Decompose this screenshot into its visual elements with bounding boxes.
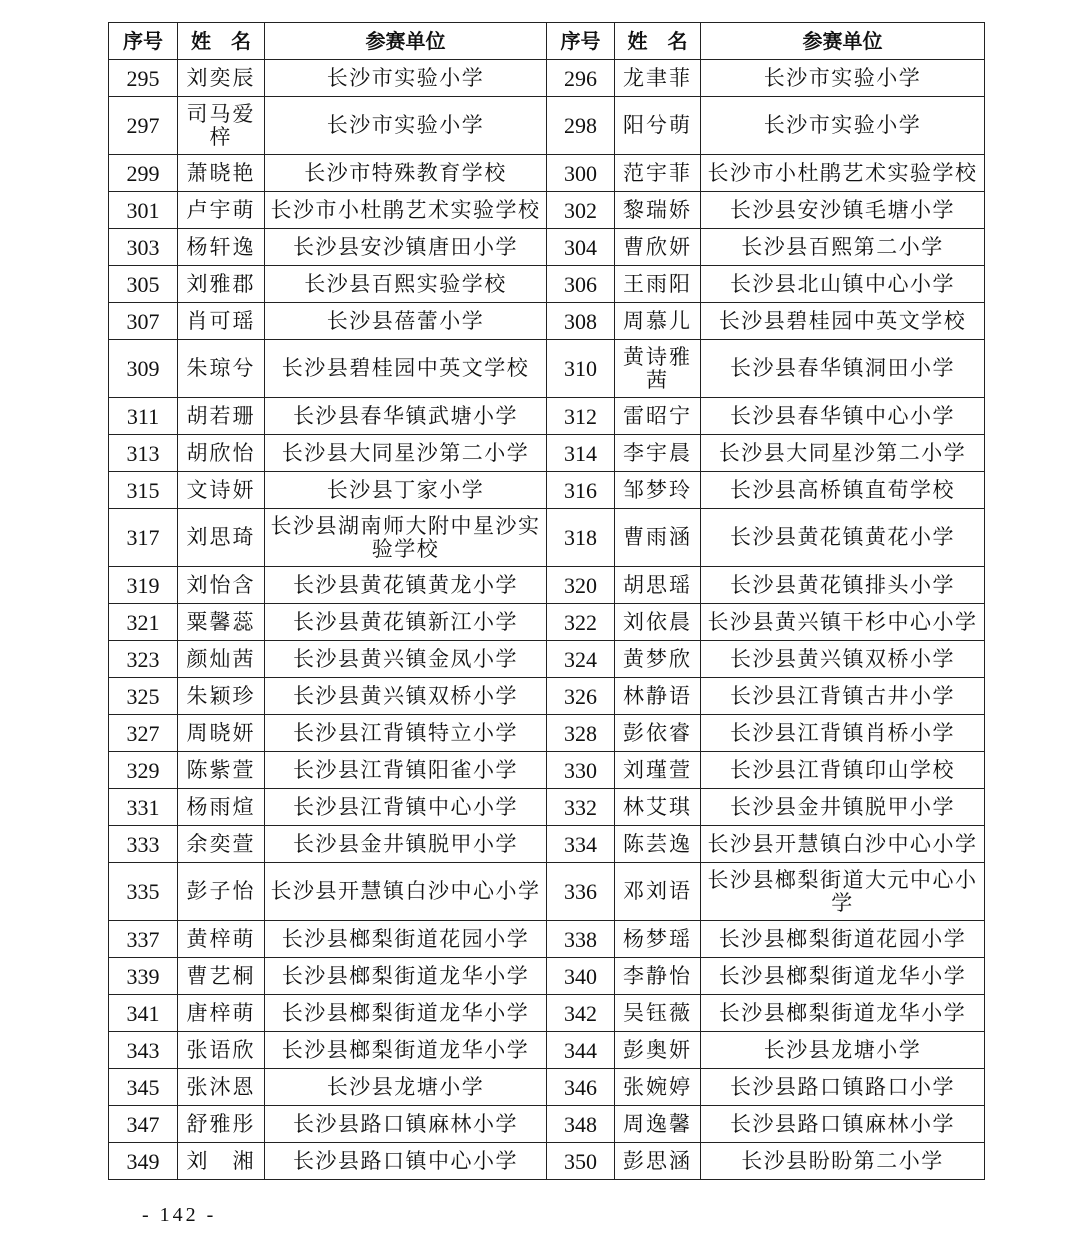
unit-cell: 长沙县榔梨街道龙华小学: [265, 1032, 547, 1069]
name-cell: 黄梓萌: [178, 921, 265, 958]
seq-cell: 299: [109, 155, 178, 192]
unit-cell: 长沙县北山镇中心小学: [701, 266, 985, 303]
table-row: [109, 266, 985, 303]
seq-cell: 346: [547, 1069, 615, 1106]
unit-cell: 长沙县江背镇特立小学: [265, 715, 547, 752]
unit-cell: 长沙市实验小学: [701, 97, 985, 155]
seq-cell: 329: [109, 752, 178, 789]
name-cell: 彭依睿: [615, 715, 701, 752]
seq-cell: 300: [547, 155, 615, 192]
seq-cell: 325: [109, 678, 178, 715]
name-cell: 卢宇萌: [178, 192, 265, 229]
seq-cell: 344: [547, 1032, 615, 1069]
table-row: [109, 1106, 985, 1143]
unit-cell: 长沙县江背镇印山学校: [701, 752, 985, 789]
name-cell: 胡欣怡: [178, 435, 265, 472]
unit-cell: 长沙县黄兴镇干杉中心小学: [701, 604, 985, 641]
unit-cell: 长沙县榔梨街道龙华小学: [701, 995, 985, 1032]
name-cell: 龙聿菲: [615, 60, 701, 97]
unit-cell: 长沙县榔梨街道龙华小学: [265, 995, 547, 1032]
seq-cell: 311: [109, 398, 178, 435]
table-header-row: [109, 23, 985, 60]
unit-cell: 长沙县榔梨街道龙华小学: [701, 958, 985, 995]
seq-cell: 314: [547, 435, 615, 472]
unit-cell: 长沙市实验小学: [701, 60, 985, 97]
name-cell: 邹梦玲: [615, 472, 701, 509]
seq-cell: 297: [109, 97, 178, 155]
seq-cell: 309: [109, 340, 178, 398]
name-cell: 胡思瑶: [615, 567, 701, 604]
table-row: [109, 398, 985, 435]
name-cell: 黎瑞娇: [615, 192, 701, 229]
unit-cell: 长沙县春华镇武塘小学: [265, 398, 547, 435]
name-cell: 范宇菲: [615, 155, 701, 192]
unit-cell: 长沙县春华镇洞田小学: [701, 340, 985, 398]
page-number: - 142 -: [142, 1204, 217, 1226]
table-row: [109, 97, 985, 155]
unit-cell: 长沙县黄花镇黄花小学: [701, 509, 985, 567]
seq-cell: 322: [547, 604, 615, 641]
name-cell: 刘 湘: [178, 1143, 265, 1180]
header-seq: 序号: [109, 23, 178, 60]
name-cell: 林艾琪: [615, 789, 701, 826]
unit-cell: 长沙县江背镇肖桥小学: [701, 715, 985, 752]
name-cell: 舒雅彤: [178, 1106, 265, 1143]
table-row: [109, 303, 985, 340]
unit-cell: 长沙市小杜鹃艺术实验学校: [265, 192, 547, 229]
name-cell: 唐梓萌: [178, 995, 265, 1032]
seq-cell: 332: [547, 789, 615, 826]
unit-cell: 长沙县榔梨街道大元中心小学: [701, 863, 985, 921]
name-cell: 李宇晨: [615, 435, 701, 472]
name-cell: 张语欣: [178, 1032, 265, 1069]
unit-cell: 长沙县龙塘小学: [701, 1032, 985, 1069]
name-cell: 胡若珊: [178, 398, 265, 435]
unit-cell: 长沙县蓓蕾小学: [265, 303, 547, 340]
unit-cell: 长沙县黄花镇新江小学: [265, 604, 547, 641]
name-cell: 肖可瑶: [178, 303, 265, 340]
name-cell: 萧晓艳: [178, 155, 265, 192]
name-cell: 颜灿茜: [178, 641, 265, 678]
seq-cell: 336: [547, 863, 615, 921]
name-cell: 张婉婷: [615, 1069, 701, 1106]
seq-cell: 338: [547, 921, 615, 958]
table-row: [109, 192, 985, 229]
unit-cell: 长沙县江背镇中心小学: [265, 789, 547, 826]
seq-cell: 333: [109, 826, 178, 863]
unit-cell: 长沙县黄兴镇金凤小学: [265, 641, 547, 678]
unit-cell: 长沙县湖南师大附中星沙实验学校: [265, 509, 547, 567]
seq-cell: 331: [109, 789, 178, 826]
name-cell: 刘瑾萱: [615, 752, 701, 789]
seq-cell: 339: [109, 958, 178, 995]
unit-cell: 长沙县金井镇脱甲小学: [265, 826, 547, 863]
seq-cell: 310: [547, 340, 615, 398]
seq-cell: 318: [547, 509, 615, 567]
seq-cell: 298: [547, 97, 615, 155]
table-row: [109, 921, 985, 958]
table-row: [109, 229, 985, 266]
name-cell: 张沐恩: [178, 1069, 265, 1106]
table-row: [109, 1143, 985, 1180]
header-name: 姓 名: [178, 23, 265, 60]
unit-cell: 长沙县江背镇阳雀小学: [265, 752, 547, 789]
unit-cell: 长沙市小杜鹃艺术实验学校: [701, 155, 985, 192]
name-cell: 李静怡: [615, 958, 701, 995]
table-row: [109, 567, 985, 604]
table-row: [109, 1069, 985, 1106]
seq-cell: 335: [109, 863, 178, 921]
unit-cell: 长沙县大同星沙第二小学: [701, 435, 985, 472]
unit-cell: 长沙县黄花镇排头小学: [701, 567, 985, 604]
unit-cell: 长沙市特殊教育学校: [265, 155, 547, 192]
seq-cell: 324: [547, 641, 615, 678]
name-cell: 彭思涵: [615, 1143, 701, 1180]
table-row: [109, 641, 985, 678]
name-cell: 曹欣妍: [615, 229, 701, 266]
name-cell: 杨轩逸: [178, 229, 265, 266]
seq-cell: 334: [547, 826, 615, 863]
table-row: [109, 678, 985, 715]
seq-cell: 305: [109, 266, 178, 303]
name-cell: 刘怡含: [178, 567, 265, 604]
unit-cell: 长沙县路口镇麻林小学: [265, 1106, 547, 1143]
name-cell: 阳兮萌: [615, 97, 701, 155]
name-cell: 邓刘语: [615, 863, 701, 921]
table-row: [109, 155, 985, 192]
name-cell: 刘思琦: [178, 509, 265, 567]
name-cell: 粟馨蕊: [178, 604, 265, 641]
name-cell: 杨梦瑶: [615, 921, 701, 958]
unit-cell: 长沙县榔梨街道花园小学: [265, 921, 547, 958]
name-cell: 黄梦欣: [615, 641, 701, 678]
name-cell: 黄诗雅茜: [615, 340, 701, 398]
name-cell: 司马爱梓: [178, 97, 265, 155]
table-row: [109, 1032, 985, 1069]
name-cell: 文诗妍: [178, 472, 265, 509]
header-name: 姓 名: [615, 23, 701, 60]
seq-cell: 347: [109, 1106, 178, 1143]
name-cell: 周慕儿: [615, 303, 701, 340]
unit-cell: 长沙县碧桂园中英文学校: [701, 303, 985, 340]
seq-cell: 301: [109, 192, 178, 229]
seq-cell: 312: [547, 398, 615, 435]
seq-cell: 342: [547, 995, 615, 1032]
table-row: [109, 752, 985, 789]
unit-cell: 长沙县开慧镇白沙中心小学: [701, 826, 985, 863]
unit-cell: 长沙县榔梨街道花园小学: [701, 921, 985, 958]
seq-cell: 341: [109, 995, 178, 1032]
unit-cell: 长沙县路口镇麻林小学: [701, 1106, 985, 1143]
seq-cell: 308: [547, 303, 615, 340]
unit-cell: 长沙县百熙实验学校: [265, 266, 547, 303]
header-seq: 序号: [547, 23, 615, 60]
seq-cell: 303: [109, 229, 178, 266]
unit-cell: 长沙县路口镇中心小学: [265, 1143, 547, 1180]
table-row: [109, 435, 985, 472]
table-row: [109, 789, 985, 826]
unit-cell: 长沙县安沙镇毛塘小学: [701, 192, 985, 229]
table-row: [109, 60, 985, 97]
seq-cell: 304: [547, 229, 615, 266]
name-cell: 周逸馨: [615, 1106, 701, 1143]
unit-cell: 长沙县高桥镇直荀学校: [701, 472, 985, 509]
unit-cell: 长沙市实验小学: [265, 60, 547, 97]
unit-cell: 长沙县路口镇路口小学: [701, 1069, 985, 1106]
name-cell: 刘依晨: [615, 604, 701, 641]
unit-cell: 长沙县榔梨街道龙华小学: [265, 958, 547, 995]
name-cell: 杨雨煊: [178, 789, 265, 826]
table-row: [109, 472, 985, 509]
unit-cell: 长沙县碧桂园中英文学校: [265, 340, 547, 398]
name-cell: 陈芸逸: [615, 826, 701, 863]
name-cell: 彭奥妍: [615, 1032, 701, 1069]
seq-cell: 323: [109, 641, 178, 678]
name-cell: 陈紫萱: [178, 752, 265, 789]
name-cell: 刘雅郡: [178, 266, 265, 303]
table-row: [109, 715, 985, 752]
unit-cell: 长沙县丁家小学: [265, 472, 547, 509]
name-cell: 彭子怡: [178, 863, 265, 921]
unit-cell: 长沙县百熙第二小学: [701, 229, 985, 266]
seq-cell: 302: [547, 192, 615, 229]
unit-cell: 长沙县春华镇中心小学: [701, 398, 985, 435]
table-row: [109, 863, 985, 921]
seq-cell: 348: [547, 1106, 615, 1143]
seq-cell: 343: [109, 1032, 178, 1069]
seq-cell: 296: [547, 60, 615, 97]
name-cell: 周晓妍: [178, 715, 265, 752]
table-row: [109, 509, 985, 567]
seq-cell: 315: [109, 472, 178, 509]
seq-cell: 327: [109, 715, 178, 752]
seq-cell: 345: [109, 1069, 178, 1106]
header-unit: 参赛单位: [265, 23, 547, 60]
unit-cell: 长沙县安沙镇唐田小学: [265, 229, 547, 266]
name-cell: 雷昭宁: [615, 398, 701, 435]
seq-cell: 330: [547, 752, 615, 789]
name-cell: 曹雨涵: [615, 509, 701, 567]
seq-cell: 295: [109, 60, 178, 97]
unit-cell: 长沙县江背镇古井小学: [701, 678, 985, 715]
name-cell: 朱琼兮: [178, 340, 265, 398]
seq-cell: 340: [547, 958, 615, 995]
unit-cell: 长沙县盼盼第二小学: [701, 1143, 985, 1180]
table-row: [109, 995, 985, 1032]
seq-cell: 307: [109, 303, 178, 340]
unit-cell: 长沙县大同星沙第二小学: [265, 435, 547, 472]
seq-cell: 337: [109, 921, 178, 958]
seq-cell: 316: [547, 472, 615, 509]
unit-cell: 长沙县龙塘小学: [265, 1069, 547, 1106]
unit-cell: 长沙县黄兴镇双桥小学: [265, 678, 547, 715]
seq-cell: 349: [109, 1143, 178, 1180]
seq-cell: 326: [547, 678, 615, 715]
name-cell: 余奕萱: [178, 826, 265, 863]
seq-cell: 328: [547, 715, 615, 752]
table-row: [109, 340, 985, 398]
unit-cell: 长沙县黄花镇黄龙小学: [265, 567, 547, 604]
seq-cell: 321: [109, 604, 178, 641]
unit-cell: 长沙县开慧镇白沙中心小学: [265, 863, 547, 921]
seq-cell: 320: [547, 567, 615, 604]
seq-cell: 306: [547, 266, 615, 303]
participant-table: [108, 22, 985, 1180]
name-cell: 曹艺桐: [178, 958, 265, 995]
name-cell: 朱颖珍: [178, 678, 265, 715]
unit-cell: 长沙市实验小学: [265, 97, 547, 155]
name-cell: 吴钰薇: [615, 995, 701, 1032]
name-cell: 刘奕辰: [178, 60, 265, 97]
seq-cell: 319: [109, 567, 178, 604]
seq-cell: 317: [109, 509, 178, 567]
seq-cell: 350: [547, 1143, 615, 1180]
unit-cell: 长沙县金井镇脱甲小学: [701, 789, 985, 826]
table-row: [109, 826, 985, 863]
table-row: [109, 958, 985, 995]
header-unit: 参赛单位: [701, 23, 985, 60]
name-cell: 林静语: [615, 678, 701, 715]
unit-cell: 长沙县黄兴镇双桥小学: [701, 641, 985, 678]
seq-cell: 313: [109, 435, 178, 472]
name-cell: 王雨阳: [615, 266, 701, 303]
table-row: [109, 604, 985, 641]
